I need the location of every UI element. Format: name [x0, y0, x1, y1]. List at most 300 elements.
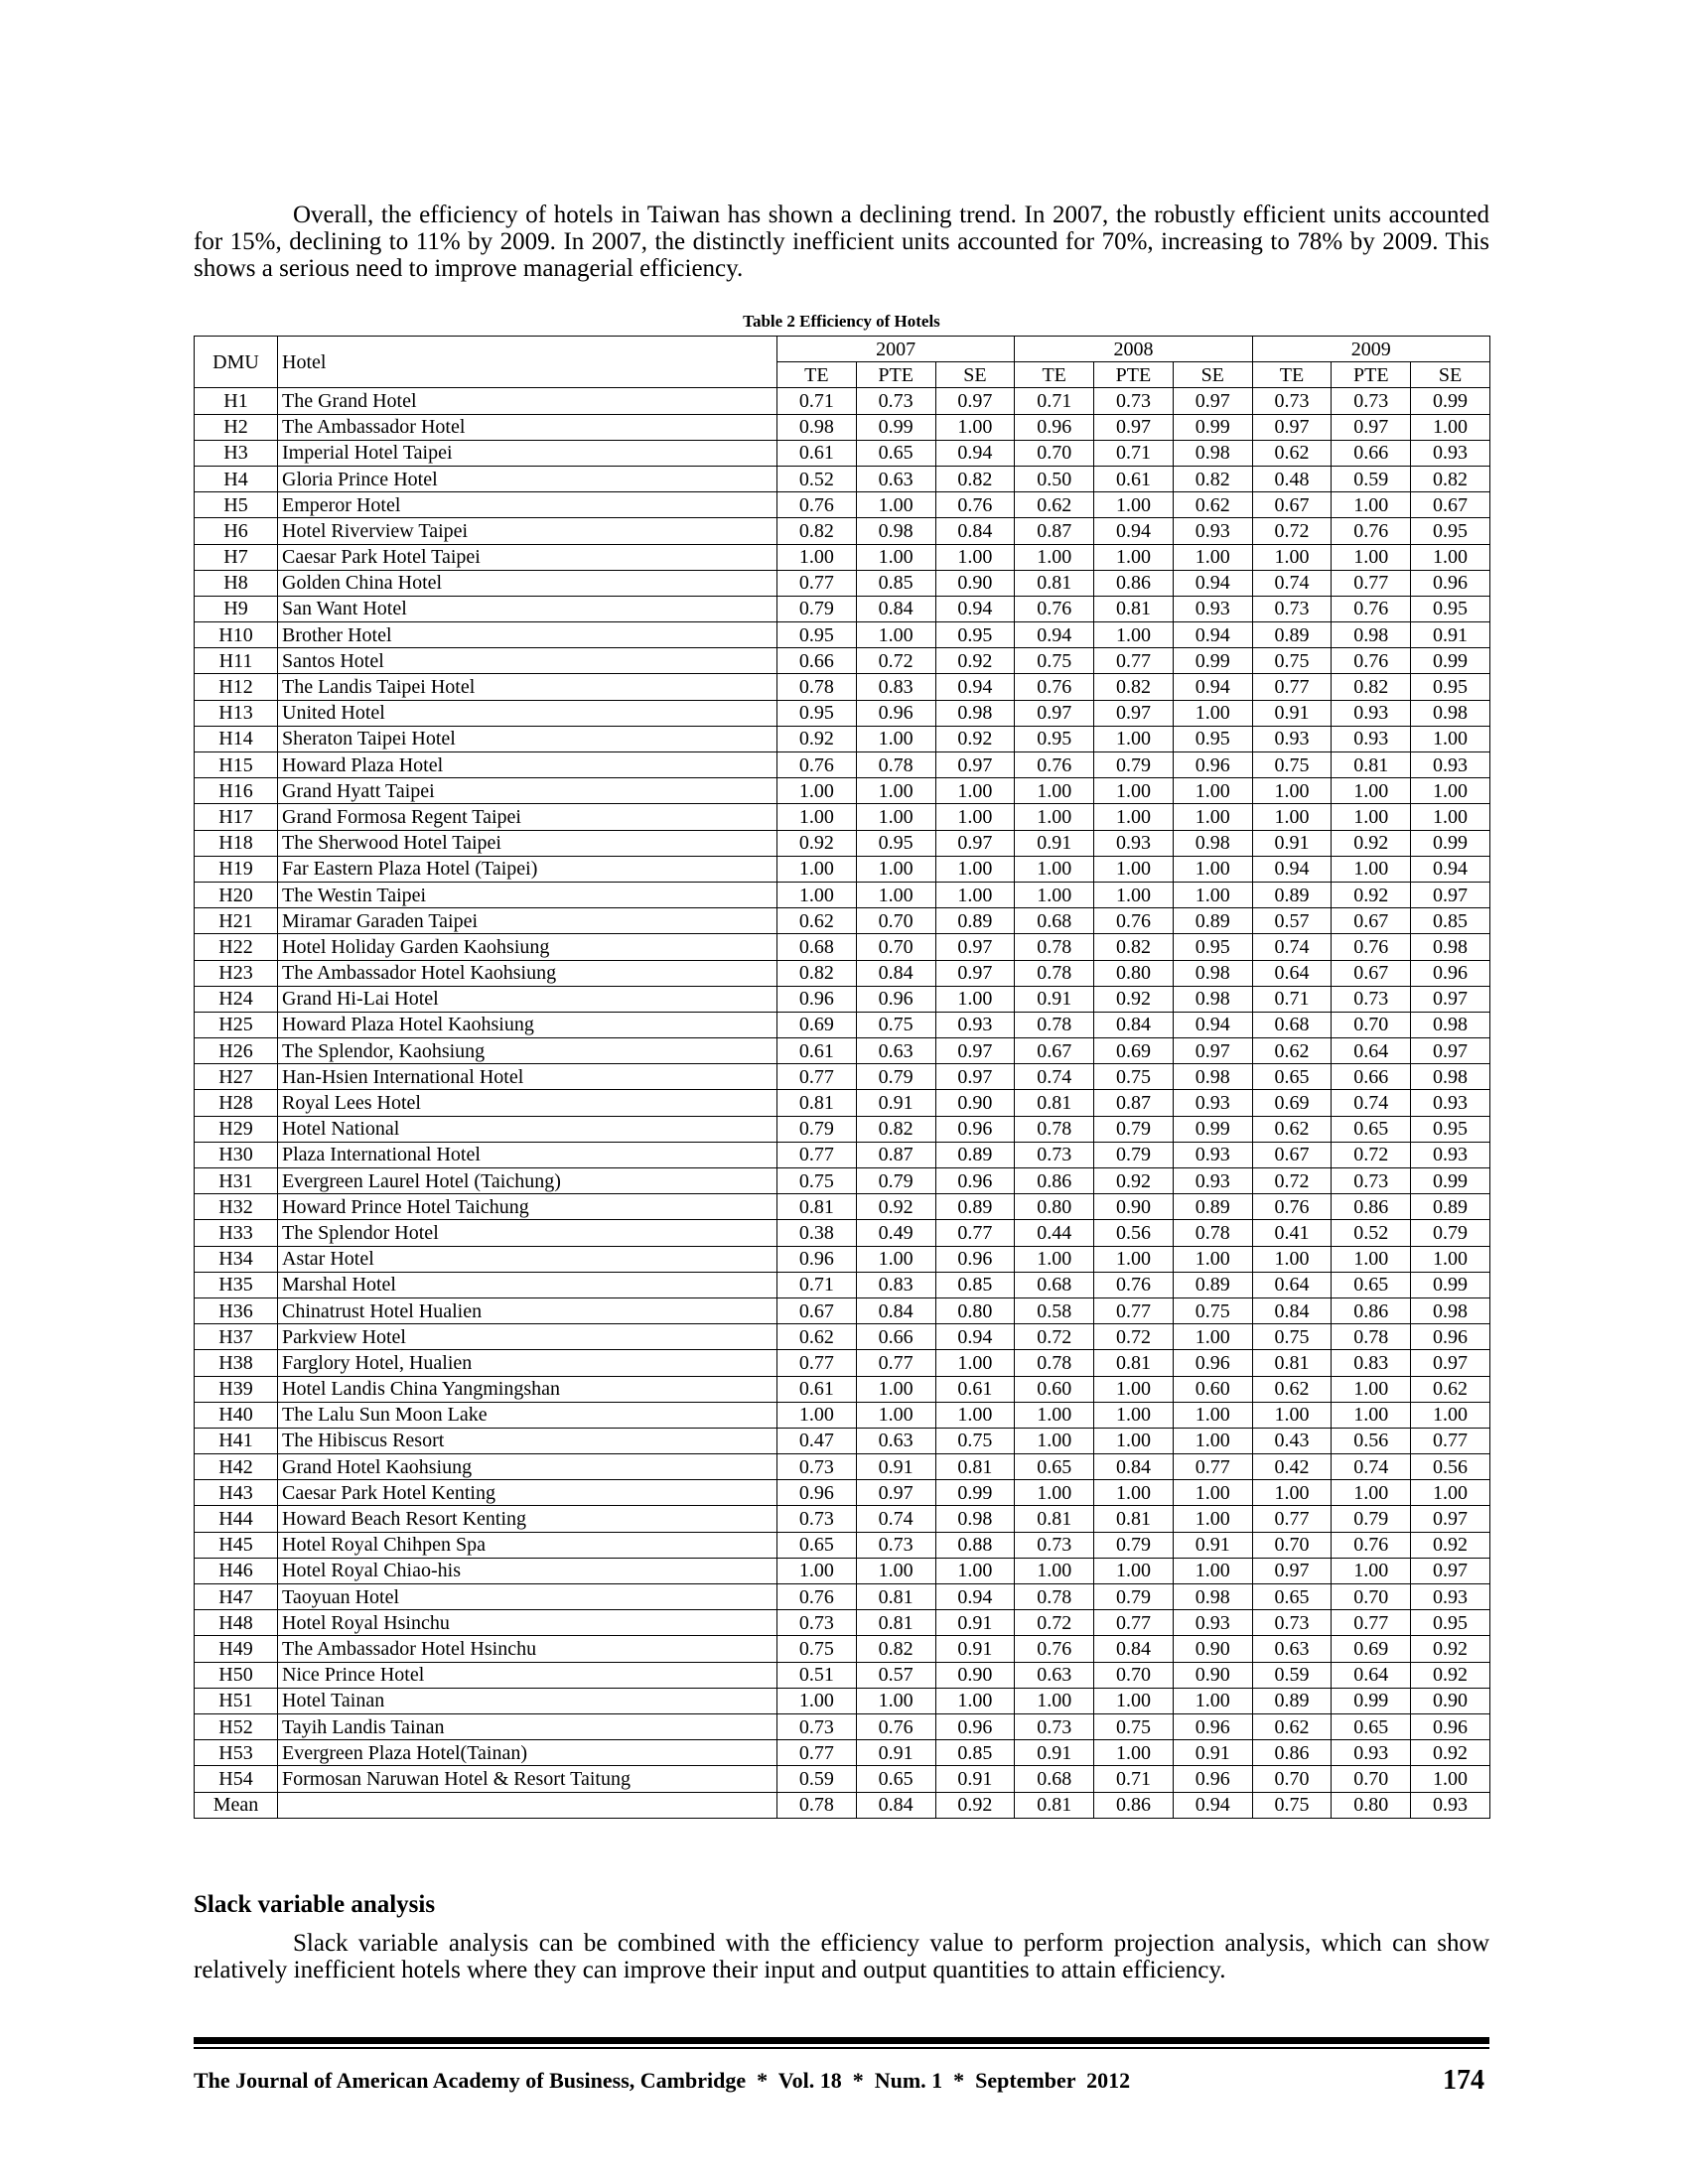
- cell-value: 0.65: [1332, 1116, 1411, 1142]
- cell-value: 1.00: [1015, 1402, 1094, 1428]
- cell-dmu: H34: [195, 1246, 278, 1272]
- cell-value: 0.67: [1332, 908, 1411, 934]
- cell-value: 0.86: [1332, 1194, 1411, 1220]
- header-pte: PTE: [1332, 362, 1411, 388]
- cell-dmu: H45: [195, 1532, 278, 1558]
- cell-dmu: H54: [195, 1766, 278, 1792]
- table-row: [195, 882, 1490, 907]
- cell-value: 0.85: [935, 1740, 1015, 1766]
- cell-value: 0.70: [1252, 1532, 1332, 1558]
- cell-hotel: Han-Hsien International Hotel: [278, 1064, 777, 1090]
- cell-value: 0.77: [777, 1064, 857, 1090]
- cell-value: 0.98: [1173, 440, 1252, 466]
- cell-value: 1.00: [1015, 1480, 1094, 1506]
- cell-value: 0.65: [1332, 1272, 1411, 1297]
- cell-value: 1.00: [1173, 1480, 1252, 1506]
- cell-hotel: Chinatrust Hotel Hualien: [278, 1297, 777, 1323]
- table-row: [195, 908, 1490, 934]
- cell-value: 0.77: [777, 1740, 857, 1766]
- cell-hotel: United Hotel: [278, 700, 777, 726]
- cell-hotel: The Lalu Sun Moon Lake: [278, 1402, 777, 1428]
- cell-value: 0.90: [1173, 1636, 1252, 1662]
- cell-value: 1.00: [935, 986, 1015, 1012]
- cell-value: 0.90: [1173, 1662, 1252, 1688]
- cell-value: 0.62: [1411, 1376, 1490, 1402]
- cell-value: 1.00: [1252, 1402, 1332, 1428]
- cell-hotel: Nice Prince Hotel: [278, 1662, 777, 1688]
- cell-dmu: H2: [195, 414, 278, 440]
- cell-value: 1.00: [1094, 1246, 1174, 1272]
- cell-dmu: H49: [195, 1636, 278, 1662]
- cell-value: 0.81: [777, 1194, 857, 1220]
- cell-value: 0.91: [1252, 830, 1332, 856]
- header-se: SE: [1173, 362, 1252, 388]
- cell-value: 0.71: [1094, 1766, 1174, 1792]
- cell-value: 0.68: [1015, 1272, 1094, 1297]
- cell-value: 1.00: [1173, 544, 1252, 570]
- cell-value: 0.70: [856, 934, 935, 960]
- table-caption: Table 2 Efficiency of Hotels: [743, 312, 940, 331]
- cell-value: 0.75: [856, 1012, 935, 1037]
- cell-value: 1.00: [1332, 856, 1411, 882]
- cell-value: 1.00: [1411, 414, 1490, 440]
- cell-value: 0.68: [777, 934, 857, 960]
- table-row: [195, 1688, 1490, 1713]
- cell-dmu: H39: [195, 1376, 278, 1402]
- cell-value: 0.93: [1173, 596, 1252, 621]
- cell-value: 0.62: [1015, 492, 1094, 518]
- cell-value: 0.75: [777, 1636, 857, 1662]
- cell-value: 0.93: [1411, 752, 1490, 778]
- cell-hotel: Hotel Royal Hsinchu: [278, 1610, 777, 1636]
- cell-value: 0.52: [1332, 1220, 1411, 1246]
- cell-value: 0.68: [1015, 1766, 1094, 1792]
- table-row: [195, 492, 1490, 518]
- cell-value: 0.83: [856, 674, 935, 700]
- cell-value: 0.66: [856, 1324, 935, 1350]
- cell-hotel: Royal Lees Hotel: [278, 1090, 777, 1116]
- cell-hotel: Imperial Hotel Taipei: [278, 440, 777, 466]
- cell-value: 0.87: [1015, 518, 1094, 544]
- cell-value: 0.81: [1252, 1350, 1332, 1376]
- cell-value: 0.62: [1252, 1038, 1332, 1064]
- cell-dmu: H26: [195, 1038, 278, 1064]
- cell-value: 0.81: [1094, 596, 1174, 621]
- cell-value: 0.78: [777, 674, 857, 700]
- cell-dmu: H52: [195, 1713, 278, 1739]
- cell-value: 0.89: [1411, 1194, 1490, 1220]
- cell-value: 0.84: [1094, 1636, 1174, 1662]
- cell-value: 1.00: [935, 804, 1015, 830]
- table-row: [195, 1350, 1490, 1376]
- cell-value: 0.81: [1015, 570, 1094, 596]
- table-row: [195, 388, 1490, 414]
- cell-value: 0.72: [1015, 1610, 1094, 1636]
- cell-value: 0.97: [1252, 1558, 1332, 1583]
- cell-value: 0.81: [935, 1454, 1015, 1480]
- cell-value: 0.94: [1094, 518, 1174, 544]
- cell-value: 1.00: [935, 882, 1015, 907]
- cell-value: 0.80: [1094, 960, 1174, 986]
- cell-value: 0.91: [935, 1766, 1015, 1792]
- cell-value: 0.96: [777, 986, 857, 1012]
- cell-value: 0.66: [777, 648, 857, 674]
- cell-value: 0.92: [1411, 1636, 1490, 1662]
- cell-value: 0.93: [1332, 1740, 1411, 1766]
- cell-value: 0.92: [777, 830, 857, 856]
- cell-value: 0.98: [856, 518, 935, 544]
- cell-value: 0.76: [777, 492, 857, 518]
- cell-hotel: The Splendor, Kaohsiung: [278, 1038, 777, 1064]
- table-row: [195, 1220, 1490, 1246]
- intro-paragraph-text: Overall, the efficiency of hotels in Taiwan has shown a declining trend. In 2007, the robustly efficient units accounted for 15%, declining to 11% by 2009. In 2007, the distinctly inefficient units accounted for 70%, increasing to 78% by 2009. This shows a serious need to improve managerial efficiency.: [194, 202, 1489, 282]
- cell-value: 0.75: [1094, 1713, 1174, 1739]
- cell-value: 0.79: [1411, 1220, 1490, 1246]
- cell-hotel: Sheraton Taipei Hotel: [278, 726, 777, 751]
- cell-value: 1.00: [1332, 544, 1411, 570]
- cell-value: 0.96: [1015, 414, 1094, 440]
- cell-value: 0.93: [1094, 830, 1174, 856]
- cell-dmu: H21: [195, 908, 278, 934]
- cell-value: 0.94: [1252, 856, 1332, 882]
- cell-hotel: Evergreen Laurel Hotel (Taichung): [278, 1168, 777, 1194]
- cell-value: 0.91: [856, 1090, 935, 1116]
- cell-hotel: Caesar Park Hotel Taipei: [278, 544, 777, 570]
- cell-value: 0.95: [1411, 674, 1490, 700]
- cell-value: 0.81: [1094, 1506, 1174, 1532]
- cell-value: 0.70: [1332, 1766, 1411, 1792]
- cell-value: 0.56: [1411, 1454, 1490, 1480]
- cell-value: 0.64: [1252, 960, 1332, 986]
- cell-value: 0.94: [935, 440, 1015, 466]
- cell-value: 0.96: [777, 1480, 857, 1506]
- cell-hotel: Hotel Royal Chiao-his: [278, 1558, 777, 1583]
- cell-value: 1.00: [856, 1688, 935, 1713]
- cell-value: 0.76: [1094, 1272, 1174, 1297]
- cell-value: 0.97: [1094, 700, 1174, 726]
- cell-value: 0.76: [1015, 596, 1094, 621]
- cell-value: 0.98: [935, 700, 1015, 726]
- cell-value: 0.84: [856, 596, 935, 621]
- table-row: [195, 518, 1490, 544]
- cell-value: 1.00: [856, 804, 935, 830]
- cell-value: 0.98: [1173, 830, 1252, 856]
- cell-value: 0.94: [935, 596, 1015, 621]
- cell-hotel: Gloria Prince Hotel: [278, 466, 777, 491]
- cell-value: 1.00: [935, 414, 1015, 440]
- cell-value: 1.00: [1332, 1246, 1411, 1272]
- cell-value: 0.96: [1411, 1713, 1490, 1739]
- cell-value: 0.89: [935, 908, 1015, 934]
- cell-value: 0.76: [777, 752, 857, 778]
- cell-value: 0.67: [1252, 1142, 1332, 1167]
- table-row: [195, 1064, 1490, 1090]
- header-se: SE: [935, 362, 1015, 388]
- cell-value: 0.95: [1173, 726, 1252, 751]
- cell-value: 0.76: [1252, 1194, 1332, 1220]
- cell-value: 0.77: [1332, 570, 1411, 596]
- cell-value: 0.95: [1015, 726, 1094, 751]
- cell-value: 0.94: [1173, 1012, 1252, 1037]
- cell-value: 0.97: [1411, 1350, 1490, 1376]
- cell-dmu: H13: [195, 700, 278, 726]
- cell-value: 0.73: [856, 388, 935, 414]
- cell-value: 0.88: [935, 1532, 1015, 1558]
- table-row: [195, 752, 1490, 778]
- cell-value: 0.77: [1173, 1454, 1252, 1480]
- cell-value: 0.81: [1332, 752, 1411, 778]
- cell-value: 0.98: [1411, 1012, 1490, 1037]
- cell-value: 1.00: [777, 1688, 857, 1713]
- cell-value: 1.00: [1173, 1324, 1252, 1350]
- cell-value: 0.80: [1015, 1194, 1094, 1220]
- cell-dmu: H47: [195, 1584, 278, 1610]
- cell-value: 0.76: [1015, 1636, 1094, 1662]
- cell-value: 1.00: [1094, 778, 1174, 804]
- cell-value: 0.77: [777, 1350, 857, 1376]
- cell-value: 0.97: [1411, 882, 1490, 907]
- cell-value: 0.64: [1332, 1662, 1411, 1688]
- cell-value: 1.00: [1094, 1376, 1174, 1402]
- cell-value: 1.00: [935, 1402, 1015, 1428]
- cell-value: 0.98: [777, 414, 857, 440]
- cell-value: 0.70: [1252, 1766, 1332, 1792]
- cell-value: 0.97: [935, 1038, 1015, 1064]
- cell-value: 0.92: [935, 648, 1015, 674]
- cell-dmu: H32: [195, 1194, 278, 1220]
- cell-value: 0.61: [777, 440, 857, 466]
- cell-value: 0.48: [1252, 466, 1332, 491]
- cell-value: 0.93: [1173, 1168, 1252, 1194]
- cell-value: 0.42: [1252, 1454, 1332, 1480]
- cell-value: 0.76: [1332, 1532, 1411, 1558]
- cell-dmu: H31: [195, 1168, 278, 1194]
- cell-value: 1.00: [856, 1558, 935, 1583]
- table-row: [195, 1272, 1490, 1297]
- table-row: [195, 596, 1490, 621]
- cell-value: 0.78: [1015, 1012, 1094, 1037]
- cell-value: 0.86: [1332, 1297, 1411, 1323]
- cell-value: 0.97: [1094, 414, 1174, 440]
- cell-value: 1.00: [856, 1402, 935, 1428]
- cell-hotel: The Ambassador Hotel Kaohsiung: [278, 960, 777, 986]
- cell-value: 0.93: [1411, 440, 1490, 466]
- cell-value: 0.97: [935, 934, 1015, 960]
- cell-value: 0.81: [1094, 1350, 1174, 1376]
- cell-hotel: Hotel Holiday Garden Kaohsiung: [278, 934, 777, 960]
- cell-value: 1.00: [1332, 1402, 1411, 1428]
- cell-dmu: H14: [195, 726, 278, 751]
- header-hotel: Hotel: [278, 337, 777, 388]
- cell-value: 0.82: [777, 960, 857, 986]
- cell-value: 1.00: [1252, 804, 1332, 830]
- cell-value: 1.00: [1094, 1402, 1174, 1428]
- cell-dmu: H3: [195, 440, 278, 466]
- table-row: [195, 570, 1490, 596]
- cell-hotel: Astar Hotel: [278, 1246, 777, 1272]
- cell-value: 0.98: [1411, 700, 1490, 726]
- cell-value: 0.75: [1173, 1297, 1252, 1323]
- cell-value: 0.77: [1252, 674, 1332, 700]
- cell-value: 0.85: [1411, 908, 1490, 934]
- cell-value: 0.86: [1094, 570, 1174, 596]
- cell-value: 0.76: [1015, 674, 1094, 700]
- cell-dmu: H20: [195, 882, 278, 907]
- table-row: [195, 1740, 1490, 1766]
- cell-value: 0.78: [1332, 1324, 1411, 1350]
- table-row: [195, 856, 1490, 882]
- cell-dmu: H6: [195, 518, 278, 544]
- cell-value: 0.97: [1411, 1506, 1490, 1532]
- cell-value: 1.00: [1411, 1766, 1490, 1792]
- cell-value: 0.64: [1332, 1038, 1411, 1064]
- table-row: [195, 1792, 1490, 1818]
- cell-hotel: Grand Hyatt Taipei: [278, 778, 777, 804]
- cell-value: 0.86: [1015, 1168, 1094, 1194]
- cell-value: 1.00: [1252, 1480, 1332, 1506]
- cell-value: 0.75: [1252, 752, 1332, 778]
- cell-value: 0.69: [1252, 1090, 1332, 1116]
- cell-value: 0.65: [856, 440, 935, 466]
- cell-hotel: [278, 1792, 777, 1818]
- cell-value: 0.98: [1332, 622, 1411, 648]
- cell-value: 1.00: [1173, 700, 1252, 726]
- cell-value: 0.96: [1173, 1766, 1252, 1792]
- cell-value: 0.89: [1173, 1272, 1252, 1297]
- cell-value: 0.96: [1411, 570, 1490, 596]
- cell-value: 1.00: [1332, 1558, 1411, 1583]
- cell-value: 0.96: [1173, 752, 1252, 778]
- cell-value: 1.00: [1015, 1246, 1094, 1272]
- cell-dmu: H11: [195, 648, 278, 674]
- cell-value: 0.86: [1094, 1792, 1174, 1818]
- table-row: [195, 726, 1490, 751]
- cell-value: 0.78: [777, 1792, 857, 1818]
- cell-value: 1.00: [1332, 778, 1411, 804]
- cell-dmu: H5: [195, 492, 278, 518]
- cell-value: 0.91: [1015, 830, 1094, 856]
- cell-value: 0.61: [1094, 466, 1174, 491]
- cell-dmu: H4: [195, 466, 278, 491]
- cell-value: 0.95: [777, 700, 857, 726]
- cell-value: 0.62: [1252, 440, 1332, 466]
- cell-hotel: Farglory Hotel, Hualien: [278, 1350, 777, 1376]
- cell-value: 0.82: [856, 1116, 935, 1142]
- cell-value: 0.99: [1173, 648, 1252, 674]
- cell-value: 0.70: [1332, 1012, 1411, 1037]
- cell-value: 1.00: [1094, 1428, 1174, 1453]
- cell-value: 0.71: [1094, 440, 1174, 466]
- cell-value: 0.70: [1332, 1584, 1411, 1610]
- cell-value: 0.78: [856, 752, 935, 778]
- cell-value: 1.00: [935, 1350, 1015, 1376]
- cell-value: 0.79: [777, 1116, 857, 1142]
- cell-value: 0.78: [1015, 1116, 1094, 1142]
- table-row: [195, 466, 1490, 491]
- cell-value: 0.99: [856, 414, 935, 440]
- cell-value: 0.99: [1411, 830, 1490, 856]
- cell-value: 0.74: [1332, 1454, 1411, 1480]
- cell-value: 0.89: [1252, 882, 1332, 907]
- cell-value: 0.89: [1252, 1688, 1332, 1713]
- cell-value: 0.97: [856, 1480, 935, 1506]
- cell-value: 0.65: [1252, 1064, 1332, 1090]
- cell-dmu: H29: [195, 1116, 278, 1142]
- footer-rule-thick: [194, 2037, 1489, 2044]
- cell-value: 0.73: [1332, 1168, 1411, 1194]
- cell-value: 1.00: [1094, 622, 1174, 648]
- cell-value: 0.74: [1252, 570, 1332, 596]
- cell-value: 0.92: [1094, 1168, 1174, 1194]
- cell-value: 0.51: [777, 1662, 857, 1688]
- table-row: [195, 1636, 1490, 1662]
- cell-dmu: H41: [195, 1428, 278, 1453]
- cell-value: 0.97: [935, 960, 1015, 986]
- cell-value: 0.76: [1015, 752, 1094, 778]
- cell-value: 0.58: [1015, 1297, 1094, 1323]
- table-row: [195, 1324, 1490, 1350]
- cell-hotel: Grand Hotel Kaohsiung: [278, 1454, 777, 1480]
- cell-value: 0.89: [1173, 1194, 1252, 1220]
- cell-value: 0.64: [1252, 1272, 1332, 1297]
- table-body: [195, 388, 1490, 1818]
- cell-value: 0.62: [1252, 1116, 1332, 1142]
- cell-value: 0.90: [1094, 1194, 1174, 1220]
- cell-value: 0.94: [1173, 674, 1252, 700]
- cell-value: 0.92: [1332, 882, 1411, 907]
- cell-value: 0.97: [1411, 1038, 1490, 1064]
- cell-value: 0.95: [777, 622, 857, 648]
- cell-value: 0.98: [1173, 986, 1252, 1012]
- cell-value: 0.99: [1332, 1688, 1411, 1713]
- cell-value: 0.65: [1252, 1584, 1332, 1610]
- cell-value: 0.78: [1015, 1350, 1094, 1376]
- cell-hotel: Santos Hotel: [278, 648, 777, 674]
- cell-value: 0.91: [856, 1454, 935, 1480]
- cell-value: 0.98: [1173, 1584, 1252, 1610]
- cell-value: 0.94: [1015, 622, 1094, 648]
- cell-value: 0.73: [1332, 388, 1411, 414]
- cell-hotel: Howard Plaza Hotel: [278, 752, 777, 778]
- table-row: [195, 934, 1490, 960]
- cell-hotel: The Landis Taipei Hotel: [278, 674, 777, 700]
- cell-hotel: Taoyuan Hotel: [278, 1584, 777, 1610]
- cell-value: 1.00: [1173, 1688, 1252, 1713]
- cell-value: 1.00: [1411, 778, 1490, 804]
- section-paragraph: [194, 1930, 1489, 1983]
- cell-value: 0.84: [935, 518, 1015, 544]
- cell-dmu: H1: [195, 388, 278, 414]
- cell-hotel: Howard Beach Resort Kenting: [278, 1506, 777, 1532]
- cell-value: 1.00: [777, 882, 857, 907]
- cell-hotel: Emperor Hotel: [278, 492, 777, 518]
- cell-hotel: Howard Plaza Hotel Kaohsiung: [278, 1012, 777, 1037]
- cell-value: 0.96: [935, 1246, 1015, 1272]
- cell-value: 0.89: [1173, 908, 1252, 934]
- table-row: [195, 1506, 1490, 1532]
- table-row: [195, 1610, 1490, 1636]
- cell-value: 0.73: [1015, 1713, 1094, 1739]
- cell-value: 0.71: [1015, 388, 1094, 414]
- cell-value: 0.95: [935, 622, 1015, 648]
- cell-value: 0.93: [1332, 726, 1411, 751]
- table-row: [195, 1454, 1490, 1480]
- cell-value: 0.83: [1332, 1350, 1411, 1376]
- cell-value: 1.00: [935, 1558, 1015, 1583]
- cell-value: 0.93: [1332, 700, 1411, 726]
- cell-dmu: H40: [195, 1402, 278, 1428]
- cell-value: 0.61: [777, 1038, 857, 1064]
